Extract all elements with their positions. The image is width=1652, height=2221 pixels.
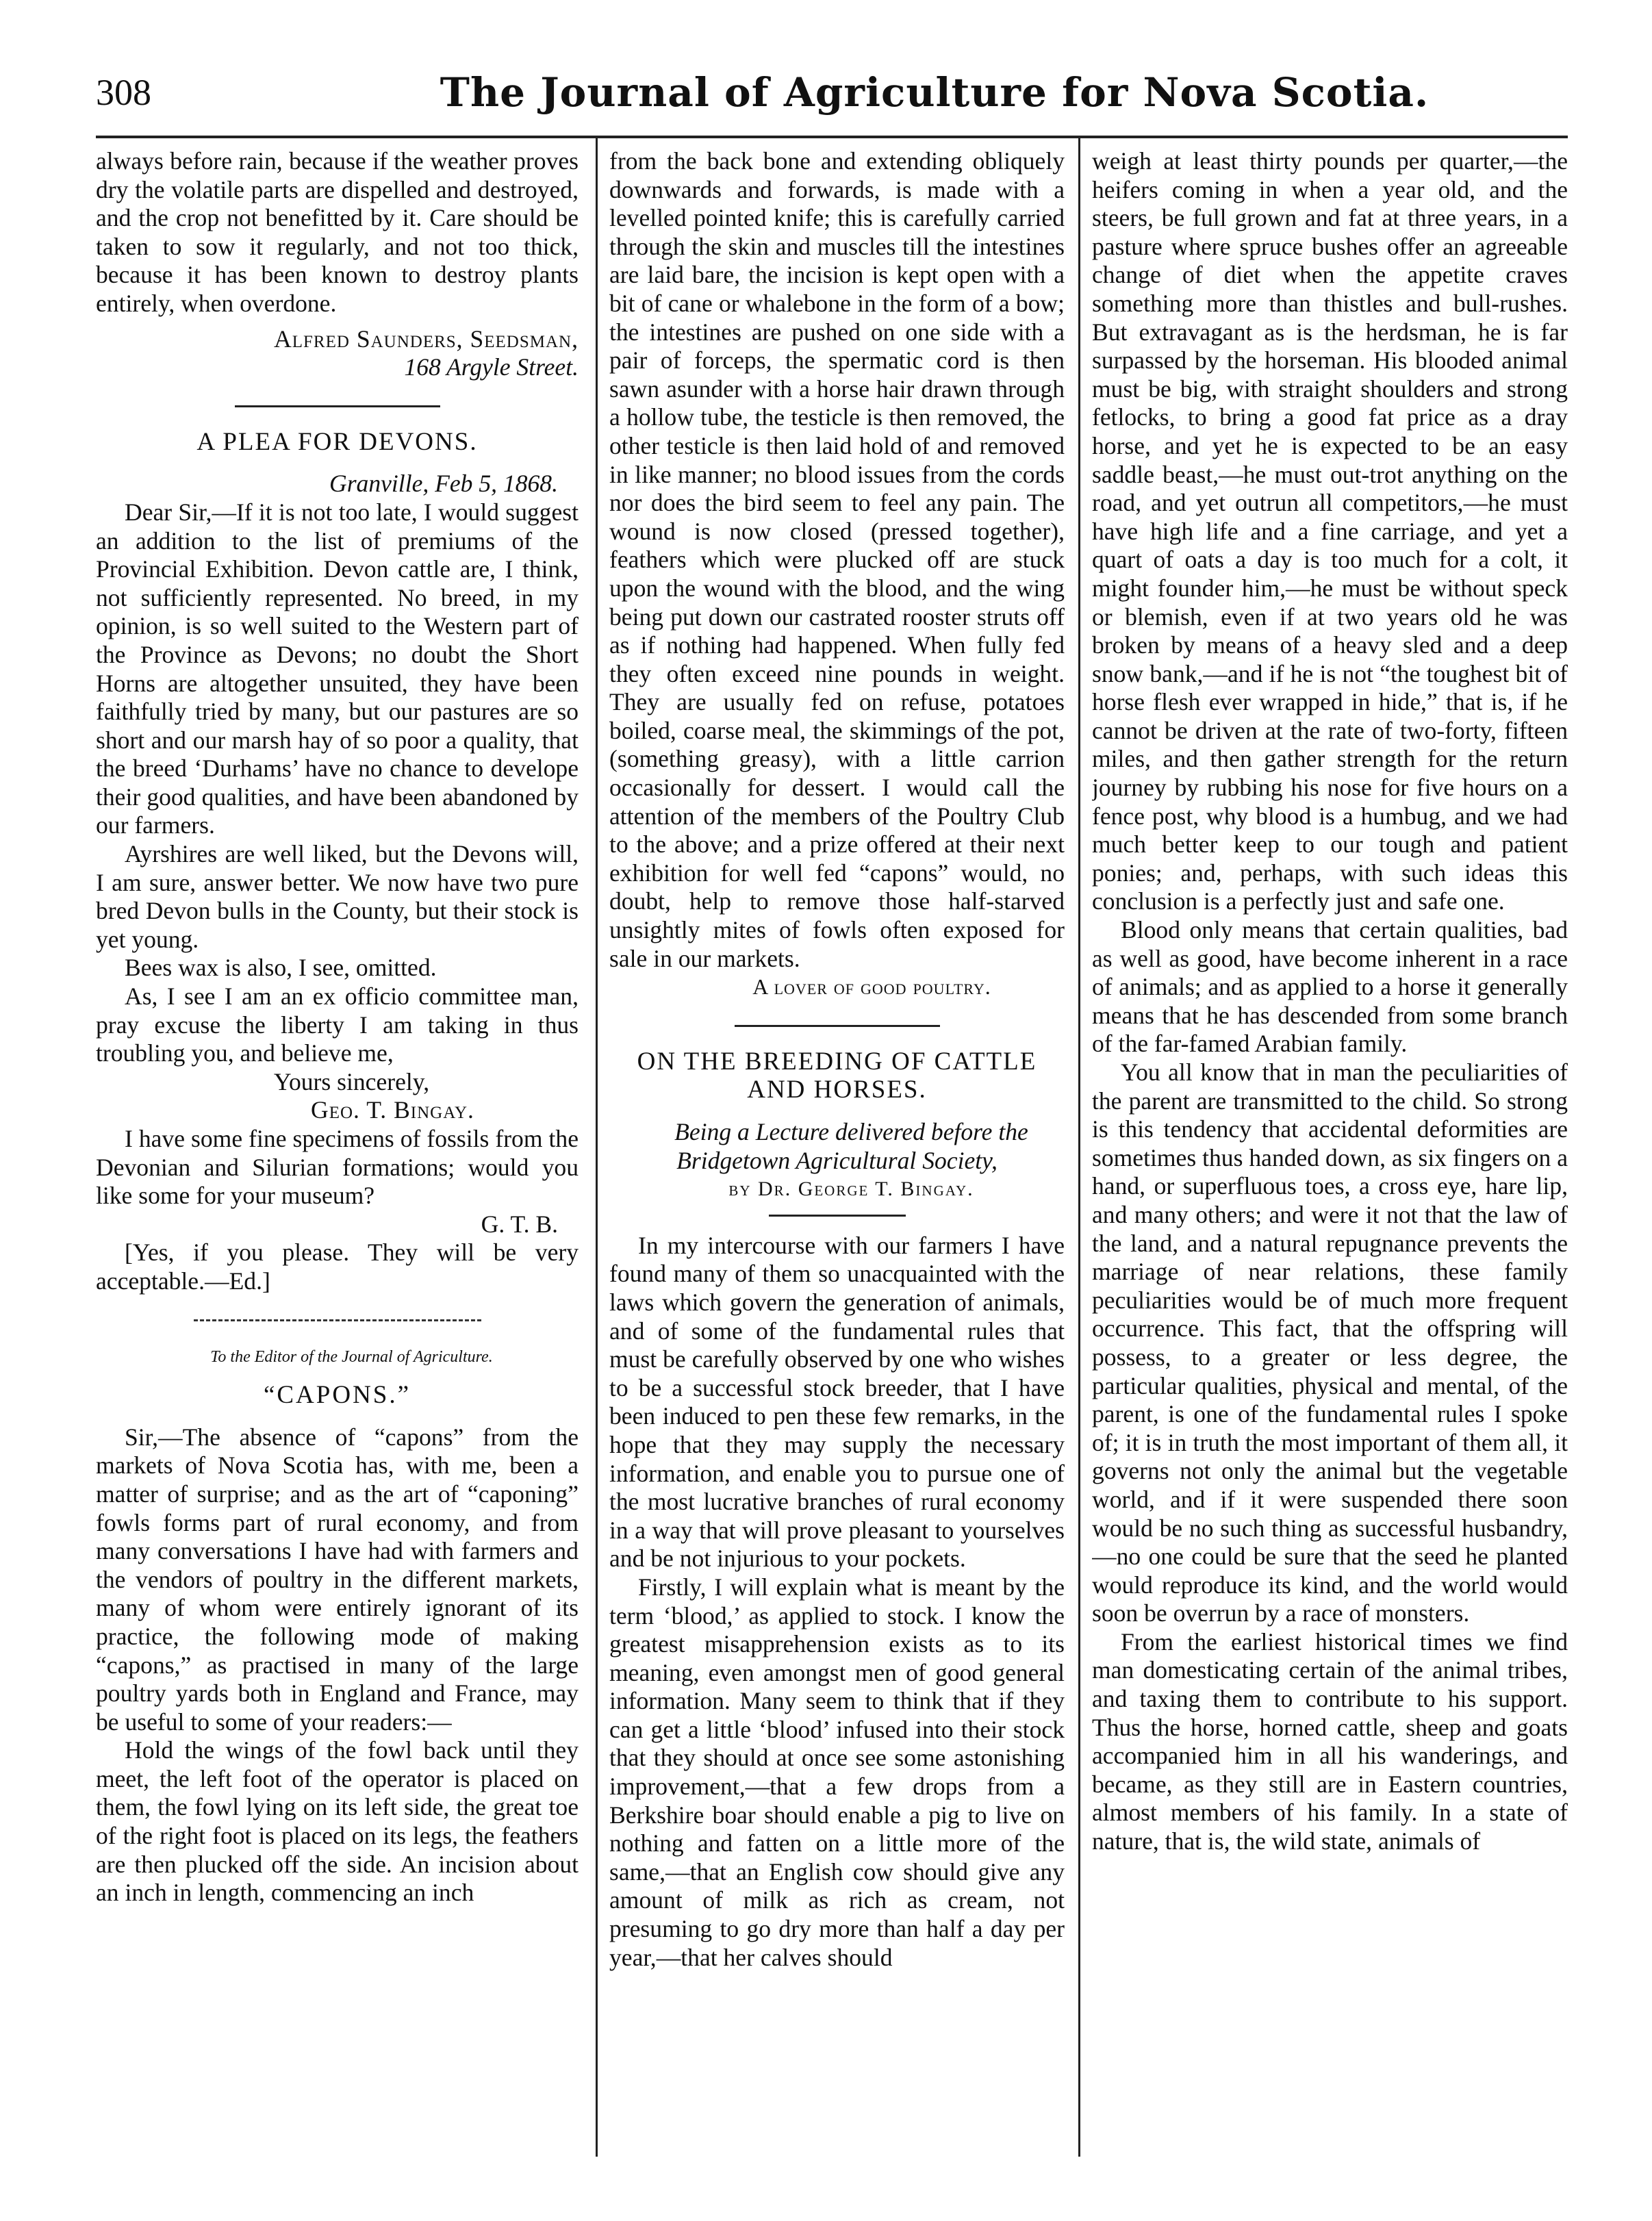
- devons-letter-paragraph-1: Dear Sir,—If it is not too late, I would suggest an addition to the list of premiums of the Provincial Exhibition. Devon cattle are, I think, not sufficiently represented. No breed, in my opinion, is so well suited to the Western part of the Province as Devons; no doubt the Short Horns are altogether unsuited, they have been faithfully tried by many, but our pastures are so short and our marsh hay of so poor a quality, that the breed ‘Durhams’ have no chance to develope their good qualities, and have been abandoned by our farmers.: [96, 498, 579, 839]
- devons-heading: A PLEA FOR DEVONS.: [196, 427, 478, 456]
- capons-heading: “CAPONS.”: [263, 1381, 411, 1410]
- breeding-paragraph-5: You all know that in man the peculiarities of the parent are transmitted to the child. So strong is this tendency that accidental deformities are sometimes thus handed down, as six fingers on a hand, or superfluous toes, a cross eye, hare lip, and many others; and were it not that the law of the land, and a natural repugnance prevents the marriage of near relations, these family peculiarities would be of much more frequent occurrence. This fact, that the offspring will possess, to a greater or less degree, the particular qualities, physical and mental, of the parent, is one of the fundamental rules I spoke of; it is in truth the most important of them all, it governs not only the animal but the vegetable world, and if it were suspended there soon would be no such thing as successful husbandry,—no one could be sure that the seed he planted would reproduce its kind, and the world would soon be overrun by a race of monsters.: [1092, 1058, 1568, 1627]
- page-header: [96, 65, 1568, 120]
- breeding-paragraph-6: From the earliest historical times we find man domesticating certain of the animal tribes, and taxing them to contribute to his support. Thus the horse, horned cattle, sheep and goats accompanied him in all his wanderings, and became, as they still are in Eastern countries, almost members of his family. In a state of nature, that is, the wild state, animals of: [1092, 1627, 1568, 1855]
- section-rule-dashed: [194, 1319, 481, 1321]
- column-divider-1: [596, 137, 598, 2157]
- devons-letter-paragraph-3: Bees wax is also, I see, omitted.: [125, 954, 437, 982]
- breeding-paragraph-2: Firstly, I will explain what is meant by the term ‘blood,’ as applied to stock. I know the greatest misapprehension exists as to its meaning, even amongst men of good general information. Many seem to think that if they can get a little ‘blood’ infused into their stock that they should at once see some astonishing improvement,—that a few drops from a Berkshire boar should enable a pig to live on nothing and fatten on a little more of the same,—that an English cow should give any amount of milk as rich as cream, not presuming to go dry more than half a day per year,—that her calves should: [609, 1573, 1065, 1971]
- capons-paragraph-1: Sir,—The absence of “capons” from the markets of Nova Scotia has, with me, been a matter of surprise; and as the art of “caponing” fowls forms part of rural economy, and from many conversations I have had with farmers and the vendors of poultry in the different markets, many of whom were entirely ignorant of its practice, the following mode of making “capons,” as practised in many of the large poultry yards both in England and France, may be useful to some of your readers:—: [96, 1423, 579, 1736]
- header-rule: [96, 136, 1568, 138]
- capons-to-editor: To the Editor of the Journal of Agriculture.: [210, 1347, 493, 1366]
- column-2: [609, 147, 1065, 2153]
- section-rule: [735, 1025, 940, 1027]
- fossils-paragraph: I have some fine specimens of fossils from the Devonian and Silurian formations; would you like some for your museum?: [96, 1125, 579, 1210]
- seed-sowing-paragraph: always before rain, because if the weather proves dry the volatile parts are dispelled and destroyed, and the crop not benefitted by it. Care should be taken to sow it regularly, and not too thick, because it has been known to destroy plants entirely, when overdone.: [96, 147, 579, 317]
- editor-reply: [Yes, if you please. They will be very acceptable.—Ed.]: [96, 1239, 579, 1295]
- breeding-heading-line-1: ON THE BREEDING OF CATTLE: [637, 1047, 1037, 1076]
- breeding-paragraph-4: Blood only means that certain qualities, bad as well as good, have become inherent in a race of animals; and as applied to a horse it generally means that he has descended from some branch of the far-famed Arabian family.: [1092, 916, 1568, 1058]
- lecture-subtitle: Being a Lecture delivered before the Bridgetown Agricultural Society,: [674, 1118, 1028, 1174]
- saunders-signature: [96, 325, 579, 354]
- lecture-author: by Dr. George T. Bingay.: [728, 1178, 974, 1201]
- devons-closing: Yours sincerely,: [273, 1067, 430, 1095]
- devons-dateline: Granville, Feb 5, 1868.: [329, 470, 558, 498]
- saunders-name: Alfred Saunders, Seedsman,: [274, 325, 579, 353]
- section-rule-short: [769, 1215, 906, 1217]
- section-rule: [235, 405, 440, 407]
- devons-letter-paragraph-4: As, I see I am an ex officio committee man, pray excuse the liberty I am taking in thus troubling you, and believe me,: [96, 982, 579, 1067]
- column-3: [1092, 147, 1568, 2153]
- fossils-initials: G. T. B.: [481, 1210, 558, 1238]
- column-divider-2: [1078, 137, 1080, 2157]
- capons-paragraph-2: Hold the wings of the fowl back until they meet, the left foot of the operator is placed on them, the fowl lying on its left side, the great toe of the right foot is placed on its legs, the feathers are then plucked off the side. An incision about an inch in length, commencing an inch: [96, 1736, 579, 1907]
- breeding-paragraph-1: In my intercourse with our farmers I have found many of them so unacquainted with the laws which govern the generation of animals, and of some of the fundamental rules that must be carefully observed by one who wishes to be a successful stock breeder, that I have been induced to pen these few remarks, in the hope that they may supply the necessary information, and enable you to pursue one of the most lucrative branches of rural economy in a way that will prove pleasant to yourselves and be not injurious to your pockets.: [609, 1231, 1065, 1573]
- breeding-paragraph-3: weigh at least thirty pounds per quarter,—the heifers coming in when a year old, and the steers, be full grown and fat at three years, in a pasture where spruce bushes offer an agreeable change of diet when the appetite craves something more than thistles and bull-rushes. But extravagant as is the herdsman, he is far surpassed by the horseman. His blooded animal must be big, with straight shoulders and strong fetlocks, to bring a good fat price as a dray horse, and yet he is expected to be an easy saddle beast,—he must out-trot anything on the road, and yet outrun all competitors,—he must have high life and a fine carriage, and yet a quart of oats a day is too much for a colt, it might founder him,—he must be without speck or blemish, even if at two years old he was broken by means of a heavy sled and a deep snow bank,—and if he is not “the toughest bit of horse flesh ever wrapped in hide,” that is, if he cannot be driven at the rate of two-forty, fifteen miles, and then gather strength for the return journey by rubbing his nose for five hours on a fence post, why blood is a humbug, and we had much better keep to our tough and patient ponies; and, perhaps, with such ideas this conclusion is a perfectly just and safe one.: [1092, 147, 1568, 915]
- capons-continued-paragraph: from the back bone and extending obliquely downwards and forwards, is made with a levelled pointed knife; this is carefully carried through the skin and muscles till the intestines are laid bare, the incision is kept open with a bit of cane or whalebone in the form of a bow; the intestines are pushed on one side with a pair of forceps, the spermatic cord is then sawn asunder with a horse hair drawn through a hollow tube, the testicle is then removed, the other testicle is then laid hold of and removed in like manner; no blood issues from the cords nor does the bird seem to feel any pain. The wound is now closed (pressed together), feathers which were plucked off are stuck upon the wound with the blood, and the wing being put down our castrated rooster struts off as if nothing had happened. When fully fed they often exceed nine pounds in weight. They are usually fed on refuse, potatoes boiled, coarse meal, the skimmings of the pot, (something greasy), with a little carrion occasionally for dessert. I would call the attention of the members of the Poultry Club to the above; and a prize offered at their next exhibition for well fed “capons” would, no doubt, help to remove those half-starved unsightly mites of fowls often exposed for sale in our markets.: [609, 147, 1065, 972]
- breeding-heading-line-2: AND HORSES.: [747, 1076, 927, 1104]
- capons-signature: A lover of good poultry.: [752, 974, 991, 1000]
- journal-title: The Journal of Agriculture for Nova Scotia.: [440, 69, 1429, 116]
- devons-signature: Geo. T. Bingay.: [311, 1096, 474, 1124]
- page-number: 308: [96, 72, 151, 113]
- saunders-address: 168 Argyle Street.: [404, 353, 579, 381]
- devons-letter-paragraph-2: Ayrshires are well liked, but the Devons will, I am sure, answer better. We now have two pure bred Devon bulls in the County, but their stock is yet young.: [96, 840, 579, 953]
- column-1: [96, 147, 579, 2153]
